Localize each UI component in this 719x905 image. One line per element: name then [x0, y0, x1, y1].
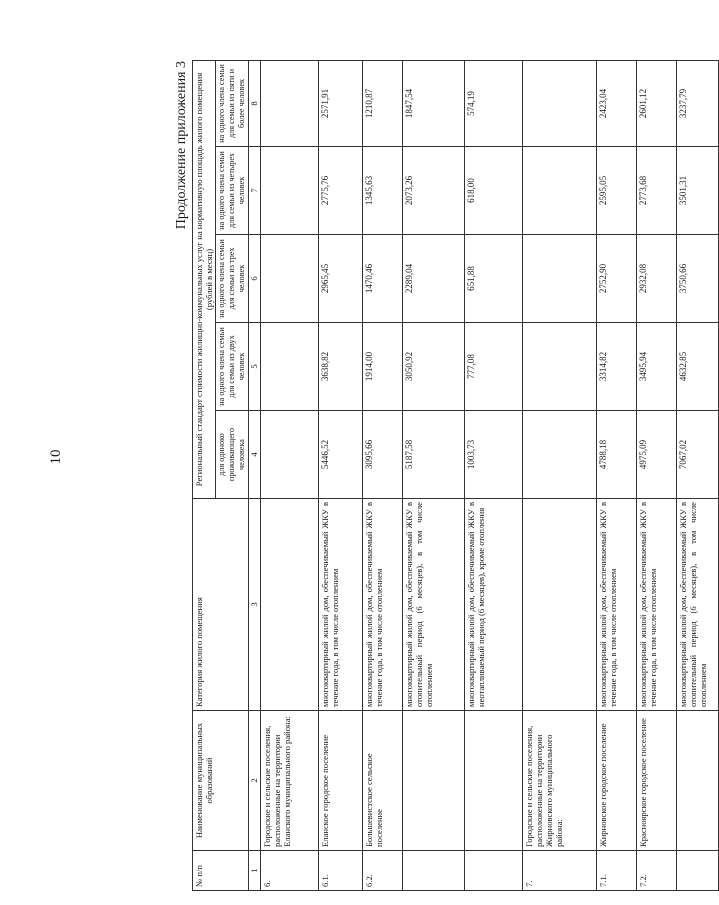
- row-category: [261, 499, 319, 711]
- row-num: 7.: [523, 851, 597, 891]
- value-cell: 1470,46: [363, 235, 403, 323]
- value-cell: 574,19: [465, 60, 523, 146]
- value-cell: [261, 411, 319, 499]
- row-name: [403, 711, 465, 851]
- row-category: многоквартирный жилой дом, обеспечиваемый ЖКУ в отопительный период (6 месяцев), в том числе отоплением: [403, 499, 465, 711]
- value-cell: 2289,04: [403, 235, 465, 323]
- value-cell: [523, 147, 597, 235]
- value-cell: [523, 60, 597, 146]
- value-cell: 777,08: [465, 323, 523, 411]
- header-category: Категория жилого помещения: [193, 499, 249, 711]
- value-cell: 3501,31: [677, 147, 719, 235]
- value-cell: 1914,00: [363, 323, 403, 411]
- row-num: 6.1.: [319, 851, 363, 891]
- value-cell: 4632,85: [677, 323, 719, 411]
- row-category: многоквартирный жилой дом, обеспечиваемый ЖКУ в неотапливаемый период (6 месяцев), кроме отопления: [465, 499, 523, 711]
- row-category: многоквартирный жилой дом, обеспечиваемый ЖКУ в течение года, в том числе отоплением: [597, 499, 637, 711]
- value-cell: 1003,73: [465, 411, 523, 499]
- row-num: [677, 851, 719, 891]
- row-category: многоквартирный жилой дом, обеспечиваемый ЖКУ в отопительный период (6 месяцев), в том числе отоплением: [677, 499, 719, 711]
- value-cell: [523, 323, 597, 411]
- value-cell: 3638,82: [319, 323, 363, 411]
- value-cell: 618,00: [465, 147, 523, 235]
- row-name: Красноярское городское поселение: [637, 711, 677, 851]
- column-number-row: [249, 60, 261, 890]
- row-name: Городские и сельские поселения, расположенные на территории Еланского муниципального района:: [261, 711, 319, 851]
- column-number: 5: [249, 323, 261, 411]
- header-name: Наименование муниципальных образований: [193, 711, 249, 851]
- column-number: 7: [249, 147, 261, 235]
- value-cell: 3095,66: [363, 411, 403, 499]
- value-cell: 4975,09: [637, 411, 677, 499]
- value-cell: 2752,90: [597, 235, 637, 323]
- value-cell: 3237,79: [677, 60, 719, 146]
- table-row: [465, 60, 523, 890]
- table-row: [677, 60, 719, 890]
- column-number: 4: [249, 411, 261, 499]
- value-cell: 1210,87: [363, 60, 403, 146]
- header-standard: Региональный стандарт стоимости жилищно-коммунальных услуг на нормативную площадь жилого помещения (рублей в месяц): [193, 60, 216, 498]
- value-cell: 2932,08: [637, 235, 677, 323]
- value-cell: 2965,45: [319, 235, 363, 323]
- value-cell: [523, 235, 597, 323]
- header-sub-four: на одного члена семьи для семьи из четырех человек: [216, 147, 249, 235]
- value-cell: 651,88: [465, 235, 523, 323]
- header-sub-three: на одного члена семьи для семьи из трех человек: [216, 235, 249, 323]
- value-cell: 3050,92: [403, 323, 465, 411]
- value-cell: [261, 323, 319, 411]
- row-name: Городские и сельские поселения, расположенные на территории Жирновского муниципального района:: [523, 711, 597, 851]
- column-number: 6: [249, 235, 261, 323]
- standards-table: [192, 60, 719, 891]
- row-name: [465, 711, 523, 851]
- value-cell: 7067,02: [677, 411, 719, 499]
- value-cell: 3314,82: [597, 323, 637, 411]
- value-cell: 2595,05: [597, 147, 637, 235]
- value-cell: 2073,26: [403, 147, 465, 235]
- value-cell: [261, 235, 319, 323]
- column-number: 1: [249, 851, 261, 891]
- value-cell: 1847,54: [403, 60, 465, 146]
- row-num: 6.: [261, 851, 319, 891]
- appendix-title: Продолжение приложения 3: [174, 61, 189, 230]
- value-cell: 5187,58: [403, 411, 465, 499]
- value-cell: 2773,68: [637, 147, 677, 235]
- header-sub-two: на одного члена семьи для семьи из двух человек: [216, 323, 249, 411]
- value-cell: 5446,52: [319, 411, 363, 499]
- value-cell: [261, 147, 319, 235]
- row-num: [465, 851, 523, 891]
- header-num: № п/п: [193, 851, 249, 891]
- row-name: [677, 711, 719, 851]
- value-cell: [523, 411, 597, 499]
- table-row: [597, 60, 637, 890]
- row-num: 7.1.: [597, 851, 637, 891]
- table-row: [637, 60, 677, 890]
- row-num: [403, 851, 465, 891]
- table-row: [523, 60, 597, 890]
- row-category: многоквартирный жилой дом, обеспечиваемый ЖКУ в течение года, в том числе отоплением: [637, 499, 677, 711]
- rotated-page-content: [174, 61, 708, 891]
- value-cell: 2571,91: [319, 60, 363, 146]
- value-cell: 2601,12: [637, 60, 677, 146]
- column-number: 3: [249, 499, 261, 711]
- row-category: многоквартирный жилой дом, обеспечиваемый ЖКУ в течение года, в том числе отоплением: [319, 499, 363, 711]
- row-name: Большевистское сельское поселение: [363, 711, 403, 851]
- value-cell: 2775,76: [319, 147, 363, 235]
- value-cell: 1345,63: [363, 147, 403, 235]
- table-row: [363, 60, 403, 890]
- value-cell: [261, 60, 319, 146]
- value-cell: 2423,04: [597, 60, 637, 146]
- table-row: [319, 60, 363, 890]
- value-cell: 3750,66: [677, 235, 719, 323]
- column-number: 8: [249, 60, 261, 146]
- row-name: Жирновское городское поселение: [597, 711, 637, 851]
- header-sub-single: для одиноко проживающего человека: [216, 411, 249, 499]
- row-num: 6.2.: [363, 851, 403, 891]
- header-sub-five: на одного члена семьи для семьи из пяти и более человек: [216, 60, 249, 146]
- table-row: [403, 60, 465, 890]
- row-category: [523, 499, 597, 711]
- table-row: [261, 60, 319, 890]
- value-cell: 4788,18: [597, 411, 637, 499]
- row-num: 7.2.: [637, 851, 677, 891]
- row-name: Еланское городское поселение: [319, 711, 363, 851]
- row-category: многоквартирный жилой дом, обеспечиваемый ЖКУ в течение года, в том числе отоплением: [363, 499, 403, 711]
- column-number: 2: [249, 711, 261, 851]
- value-cell: 3495,94: [637, 323, 677, 411]
- page-number: 10: [48, 449, 64, 465]
